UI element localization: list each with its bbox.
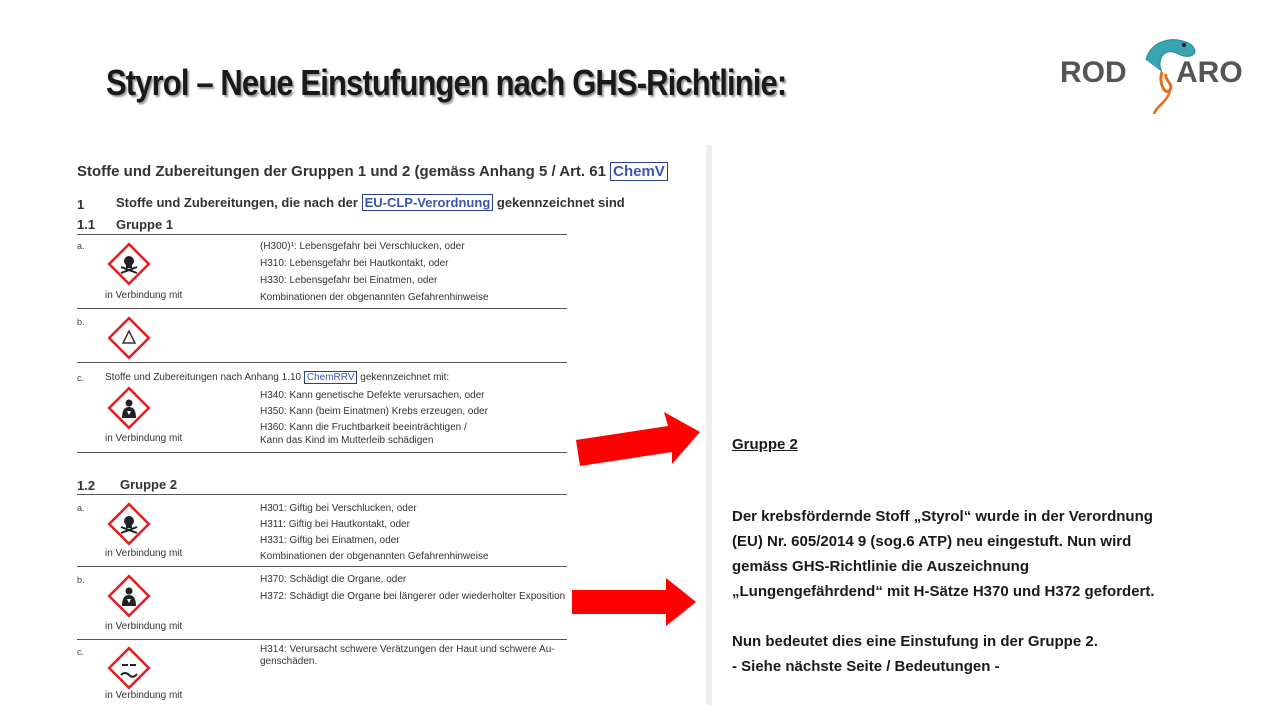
paragraph-line: „Lungengefährdend“ mit H-Sätze H370 und H372 gefordert. — [732, 583, 1155, 600]
h-line: H372: Schädigt die Organe bei längerer oder wiederholter Exposition — [260, 591, 566, 602]
health-hazard-pictogram-icon — [106, 573, 152, 619]
red-arrow-upper — [572, 410, 704, 472]
group2-number: 1.2 — [77, 478, 96, 493]
paragraph-line: Der krebsfördernde Stoff „Styrol“ wurde in der Verordnung — [732, 508, 1153, 525]
panel-body — [732, 504, 1247, 679]
logo-text-right: ARO — [1176, 56, 1243, 89]
h-line: H331: Giftig bei Einatmen, oder — [260, 535, 400, 546]
caption: in Verbindung mit — [105, 621, 183, 632]
h-line: H330: Lebensgefahr bei Einatmen, oder — [260, 275, 438, 286]
skull-crossbones-pictogram-icon — [106, 501, 152, 547]
document-heading: Stoffe und Zubereitungen der Gruppen 1 und 2 (gemäss Anhang 5 / Art. 61 ChemV — [77, 163, 668, 180]
paragraph-line: gemäss GHS-Richtlinie die Auszeichnung — [732, 558, 1029, 575]
section-number: 1 — [77, 197, 85, 212]
exclamation-pictogram-icon — [106, 315, 152, 361]
caption: in Verbindung mit — [105, 433, 183, 444]
h-line: H311: Giftig bei Hautkontakt, oder — [260, 519, 410, 530]
logo-text-left: ROD — [1060, 56, 1127, 89]
chemrrv-box: ChemRRV — [304, 371, 358, 384]
group1-number: 1.1 — [77, 217, 96, 232]
caption: in Verbindung mit — [105, 690, 183, 701]
item-letter: c. — [77, 647, 85, 657]
clp-box: EU-CLP-Verordnung — [362, 194, 494, 211]
caption: in Verbindung mit — [105, 290, 183, 301]
paragraph-line: - Siehe nächste Seite / Bedeutungen - — [732, 658, 1000, 675]
h-line: H350: Kann (beim Einatmen) Krebs erzeugen, oder — [260, 406, 488, 417]
item-letter: a. — [77, 241, 85, 251]
paragraph-line: (EU) Nr. 605/2014 9 (sog.6 ATP) neu eingestuft. Nun wird — [732, 533, 1132, 550]
item-letter: b. — [77, 575, 85, 585]
paragraph-line: Nun bedeutet dies eine Einstufung in der Gruppe 2. — [732, 633, 1098, 650]
group1-title: Gruppe 1 — [116, 217, 174, 232]
corrosion-pictogram-icon — [106, 645, 152, 691]
h-line: genschäden. — [260, 656, 318, 667]
group-label: Gruppe 2 — [732, 436, 798, 453]
h-line: H310: Lebensgefahr bei Hautkontakt, oder — [260, 258, 449, 269]
h-line: H370: Schädigt die Organe, oder — [260, 574, 407, 585]
group2-title: Gruppe 2 — [120, 477, 178, 492]
skull-crossbones-pictogram-icon — [106, 241, 152, 287]
h-line: H314: Verursacht schwere Verätzungen der Haut und schwere Au- — [260, 644, 555, 655]
caption: in Verbindung mit — [105, 548, 183, 559]
item-letter: a. — [77, 503, 85, 513]
item-letter: b. — [77, 317, 85, 327]
h-line: Kombinationen der obgenannten Gefahrenhinweise — [260, 551, 489, 562]
health-hazard-pictogram-icon — [106, 385, 152, 431]
h-line: H360: Kann die Fruchtbarkeit beeinträchtigen / — [260, 422, 467, 433]
explanation-panel — [732, 0, 1252, 720]
h-line: Kann das Kind im Mutterleib schädigen — [260, 435, 434, 446]
item-text: Stoffe und Zubereitungen nach Anhang 1.10 ChemRRV gekennzeichnet mit: — [105, 372, 450, 383]
h-line: (H300)¹: Lebensgefahr bei Verschlucken, oder — [260, 241, 465, 252]
red-arrow-lower — [570, 578, 698, 628]
h-line: Kombinationen der obgenannten Gefahrenhinweise — [260, 292, 489, 303]
item-letter: c. — [77, 373, 85, 383]
slide-title: Styrol – Neue Einstufungen nach GHS-Richtlinie: — [106, 62, 787, 103]
h-line: H301: Giftig bei Verschlucken, oder — [260, 503, 417, 514]
chemv-box: ChemV — [610, 162, 668, 181]
section-title: Stoffe und Zubereitungen, die nach der EU-CLP-Verordnung gekennzeichnet sind — [116, 195, 625, 210]
h-line: H340: Kann genetische Defekte verursachen, oder — [260, 390, 485, 401]
